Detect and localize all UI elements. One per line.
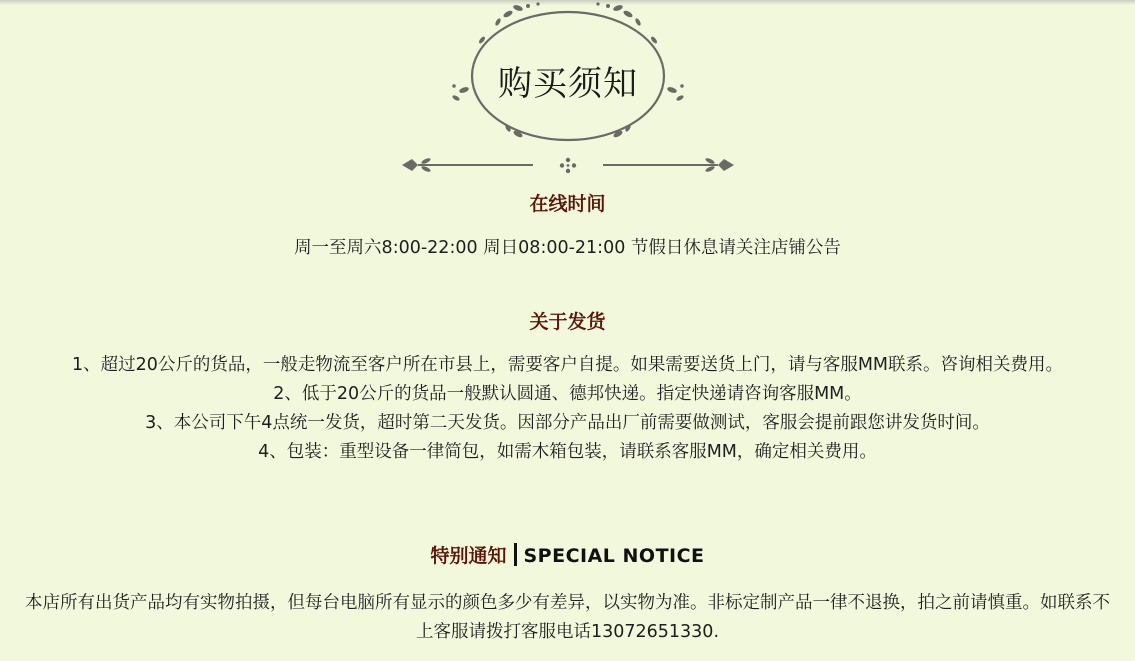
special-notice-section bbox=[0, 543, 1135, 569]
shipping-item-2: 2、低于20公斤的货品一般默认圆通、德邦快递。指定快递请咨询客服MM。 bbox=[273, 384, 862, 404]
shipping-item-3: 3、本公司下午4点统一发货，超时第二天发货。因部分产品出厂前需要做测试，客服会提前跟您讲发货时间。 bbox=[145, 413, 990, 433]
online-time-heading: 在线时间 bbox=[529, 193, 606, 215]
shipping-section bbox=[0, 309, 1135, 335]
header-emblem bbox=[398, 0, 738, 180]
special-notice-heading-en: SPECIAL NOTICE bbox=[523, 545, 705, 567]
online-time-text: 周一至周六8:00-22:00 周日08:00-21:00 节假日休息请关注店铺公告 bbox=[294, 238, 841, 258]
shipping-heading: 关于发货 bbox=[529, 311, 606, 333]
special-notice-text: 本店所有出货产品均有实物拍摄，但每台电脑所有显示的颜色多少有差异，以实物为准。非标定制产品一律不退换，拍之前请慎重。如联系不上客服请拨打客服电话13072651330. bbox=[25, 593, 1110, 642]
special-notice-heading-cn: 特别通知 bbox=[430, 545, 507, 567]
heading-separator bbox=[514, 543, 517, 566]
online-time-body bbox=[0, 234, 1135, 263]
special-notice-heading bbox=[0, 543, 1135, 569]
shipping-item-1: 1、超过20公斤的货品，一般走物流至客户所在市县上，需要客户自提。如果需要送货上门，请与客服MM联系。咨询相关费用。 bbox=[71, 355, 1064, 375]
shipping-item-4: 4、包装：重型设备一律简包，如需木箱包装，请联系客服MM，确定相关费用。 bbox=[258, 442, 877, 462]
special-notice-body bbox=[0, 589, 1135, 647]
online-time-section bbox=[0, 191, 1135, 217]
shipping-list bbox=[0, 351, 1135, 467]
page-title: 购买须知 bbox=[498, 64, 638, 104]
